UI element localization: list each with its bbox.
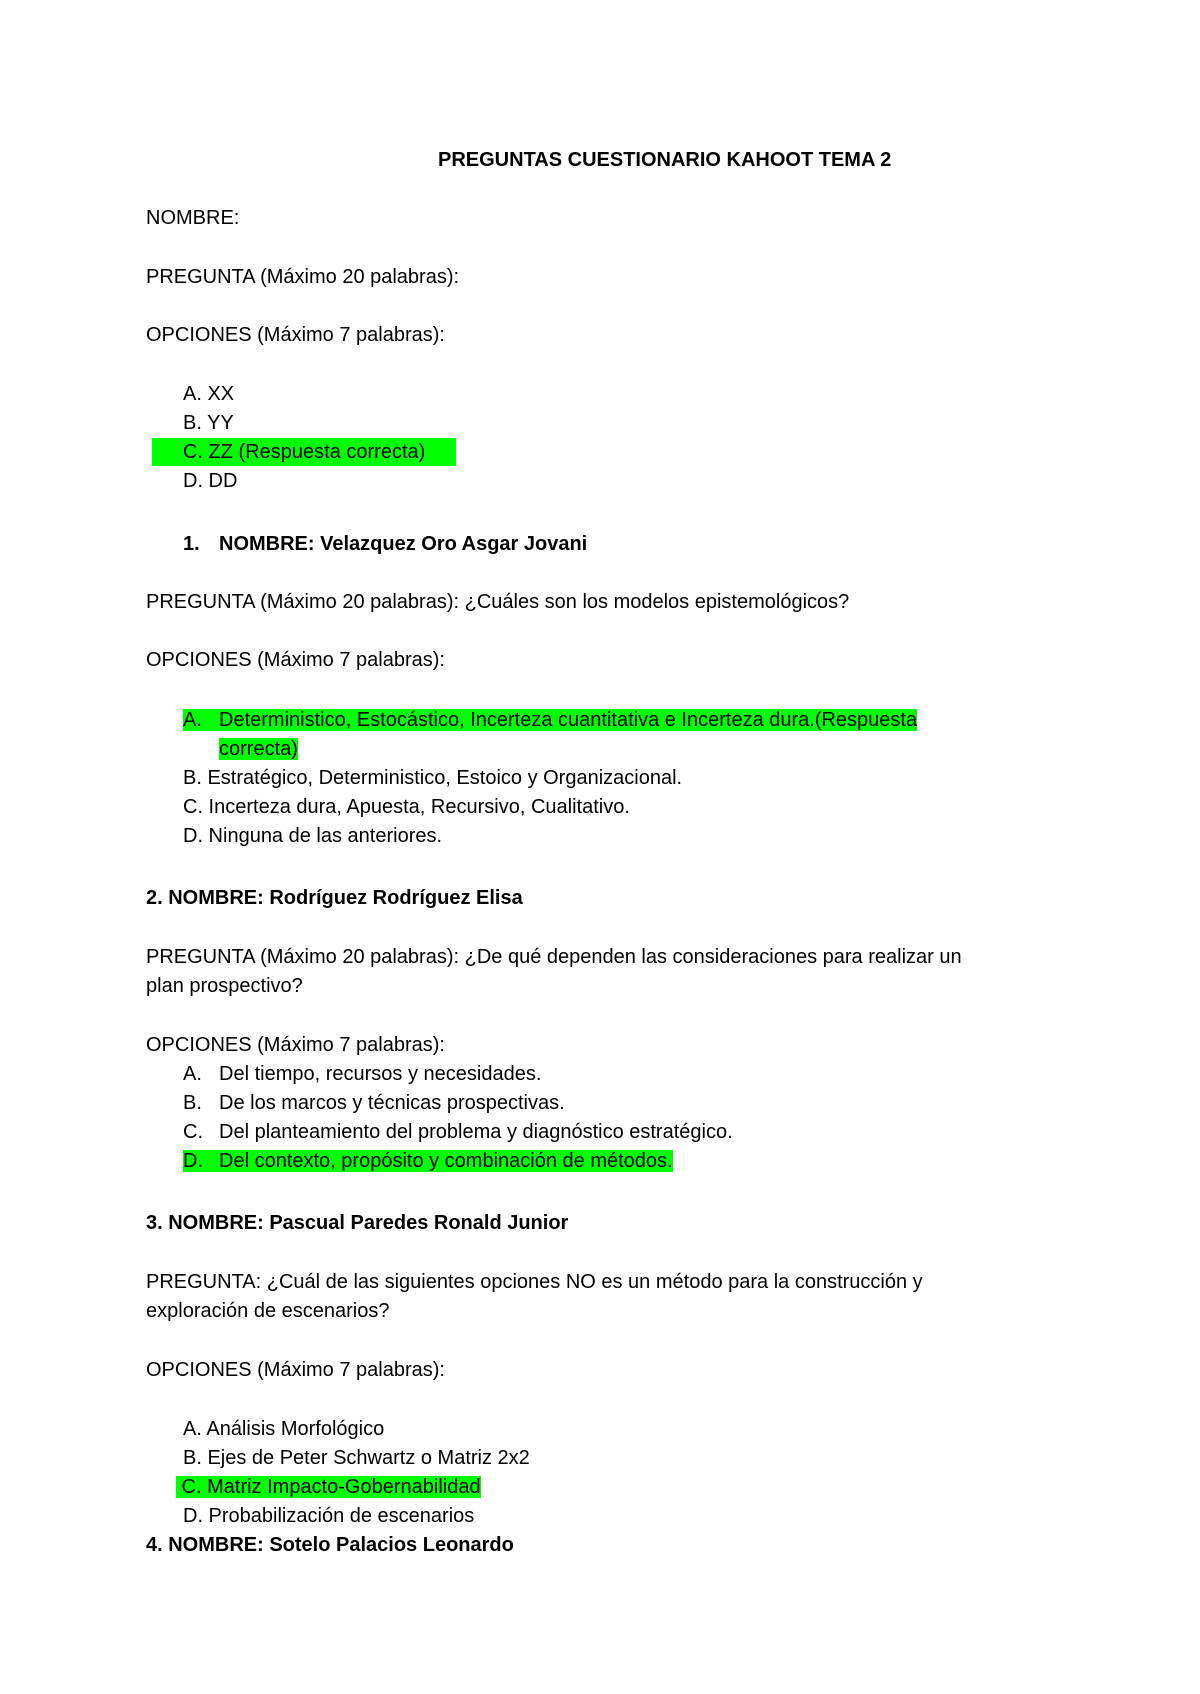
q3-option-d: D. Probabilización de escenarios: [183, 1505, 475, 1527]
q2-option-b-text: De los marcos y técnicas prospectivas.: [219, 1092, 565, 1114]
template-nombre: NOMBRE:: [146, 207, 240, 229]
q3-opciones: OPCIONES (Máximo 7 palabras):: [146, 1359, 445, 1381]
q2-option-c-letter: C.: [183, 1121, 203, 1143]
q1-heading: [183, 530, 587, 558]
q2-option-a: [183, 1060, 541, 1088]
q2-heading: 2. NOMBRE: Rodríguez Rodríguez Elisa: [146, 887, 523, 909]
document-title: PREGUNTAS CUESTIONARIO KAHOOT TEMA 2: [438, 149, 892, 171]
q2-option-b: [183, 1089, 565, 1117]
q2-opciones: OPCIONES (Máximo 7 palabras):: [146, 1034, 445, 1056]
q3-pregunta-line2: exploración de escenarios?: [146, 1300, 390, 1322]
q1-opciones: OPCIONES (Máximo 7 palabras):: [146, 649, 445, 671]
q2-option-a-letter: A.: [183, 1063, 202, 1085]
q2-option-b-letter: B.: [183, 1092, 202, 1114]
q3-option-c-text: C. Matriz Impacto-Gobernabilidad: [176, 1476, 481, 1498]
q2-pregunta-line2: plan prospectivo?: [146, 975, 303, 997]
q1-option-c: C. Incerteza dura, Apuesta, Recursivo, Cualitativo.: [183, 796, 630, 818]
q1-option-b: B. Estratégico, Deterministico, Estoico y Organizacional.: [183, 767, 683, 789]
q2-option-a-text: Del tiempo, recursos y necesidades.: [219, 1063, 542, 1085]
template-option-d: D. DD: [183, 470, 238, 492]
q3-option-b: B. Ejes de Peter Schwartz o Matriz 2x2: [183, 1447, 530, 1469]
q2-option-c-text: Del planteamiento del problema y diagnóstico estratégico.: [219, 1121, 733, 1143]
q1-nombre: NOMBRE: Velazquez Oro Asgar Jovani: [219, 533, 588, 555]
q2-option-c: [183, 1118, 733, 1146]
q4-heading: 4. NOMBRE: Sotelo Palacios Leonardo: [146, 1534, 514, 1556]
q1-option-d: D. Ninguna de las anteriores.: [183, 825, 443, 847]
q1-option-a-text: Deterministico, Estocástico, Incerteza cuantitativa e Incerteza dura.(Respuesta: [219, 709, 918, 731]
template-option-c-label: C. ZZ (Respuesta correcta): [183, 441, 426, 463]
template-option-b: B. YY: [183, 412, 234, 434]
q2-option-d-correct: [183, 1147, 673, 1175]
template-option-a: A. XX: [183, 383, 235, 405]
q3-heading: 3. NOMBRE: Pascual Paredes Ronald Junior: [146, 1212, 569, 1234]
q3-option-a: A. Análisis Morfológico: [183, 1418, 385, 1440]
q1-option-a-letter: A.: [183, 709, 202, 731]
q3-option-c-correct: [176, 1473, 481, 1501]
template-opciones: OPCIONES (Máximo 7 palabras):: [146, 324, 445, 346]
q1-option-a-correct: [183, 706, 917, 734]
q1-option-a-text-2: correcta): [219, 738, 298, 760]
q2-option-d-text: Del contexto, propósito y combinación de métodos.: [219, 1150, 673, 1172]
template-pregunta: PREGUNTA (Máximo 20 palabras):: [146, 266, 460, 288]
q3-pregunta-line1: PREGUNTA: ¿Cuál de las siguientes opciones NO es un método para la construcción y: [146, 1271, 923, 1293]
q1-pregunta: PREGUNTA (Máximo 20 palabras): ¿Cuáles son los modelos epistemológicos?: [146, 591, 850, 613]
q1-number: 1.: [183, 533, 200, 555]
q1-option-a-continued: [219, 735, 298, 763]
q2-option-d-letter: D.: [183, 1150, 203, 1172]
template-option-c-correct: [152, 438, 456, 466]
q2-pregunta-line1: PREGUNTA (Máximo 20 palabras): ¿De qué dependen las consideraciones para realizar un: [146, 946, 962, 968]
